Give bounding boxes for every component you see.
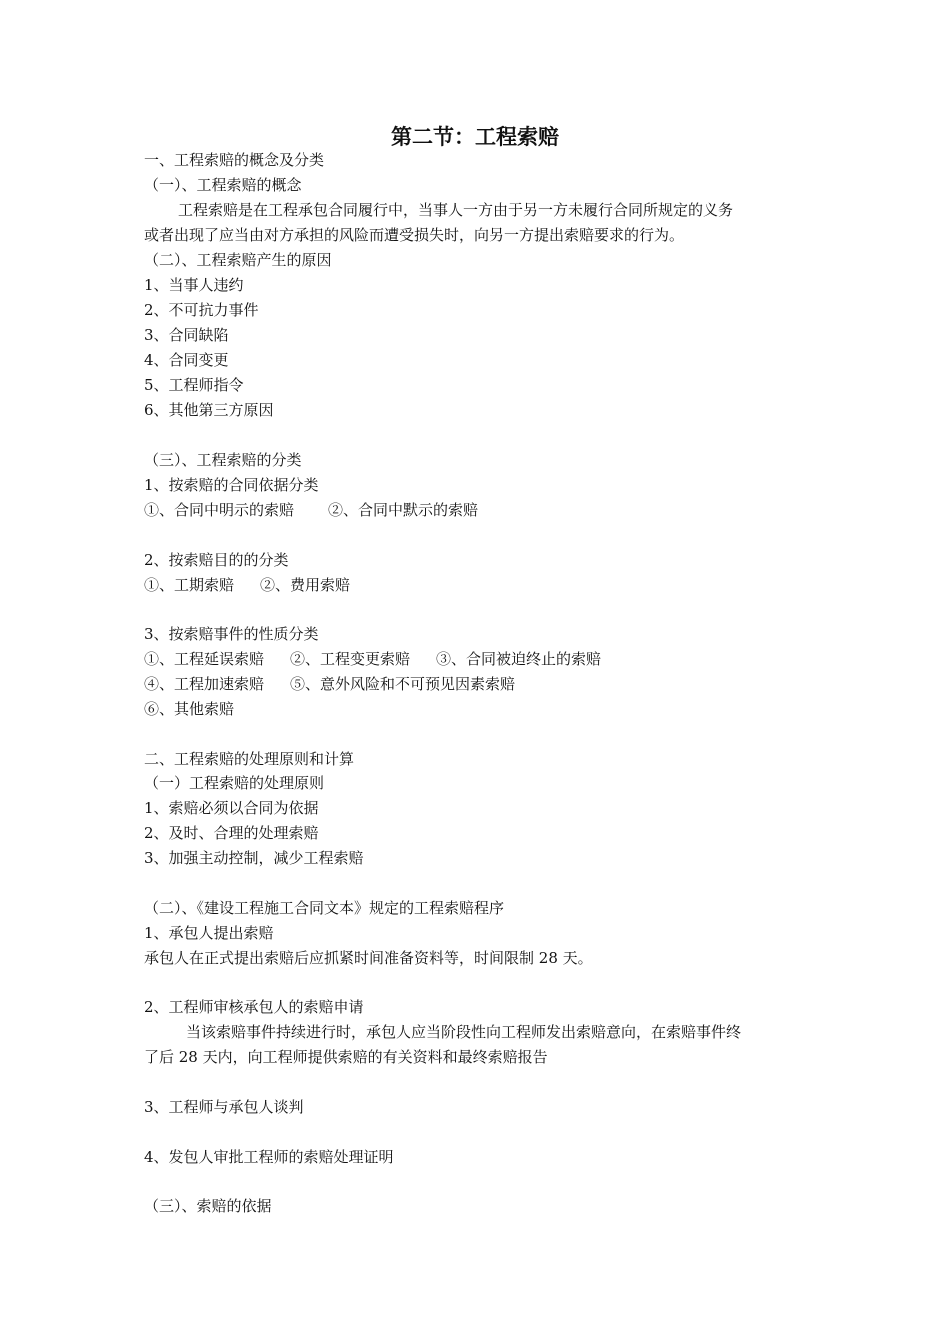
paragraph-line: 了后 28 天内，向工程师提供索赔的有关资料和最终索赔报告 xyxy=(144,1048,548,1066)
section-heading-2: 二、工程索赔的处理原则和计算 xyxy=(144,750,355,768)
list-item: 2、按索赔目的的分类 xyxy=(144,551,289,569)
list-item-row xyxy=(144,672,814,697)
list-item-row xyxy=(144,573,814,598)
list-item: 1、承包人提出索赔 xyxy=(144,924,274,942)
list-item: ①、工期索赔 xyxy=(144,576,235,594)
subsection-heading: （三）、索赔的依据 xyxy=(144,1197,272,1215)
list-item: 3、加强主动控制，减少工程索赔 xyxy=(144,849,364,867)
paragraph-line: 当该索赔事件持续进行时，承包人应当阶段性向工程师发出索赔意向，在索赔事件终 xyxy=(186,1023,742,1041)
list-item: 2、不可抗力事件 xyxy=(144,301,259,319)
list-item: 3、合同缺陷 xyxy=(144,326,229,344)
page-title: 第二节：工程索赔 xyxy=(391,124,559,149)
list-item: ④、工程加速索赔 xyxy=(144,675,265,693)
list-item: 3、按索赔事件的性质分类 xyxy=(144,625,319,643)
list-item: ①、工程延误索赔 xyxy=(144,650,265,668)
paragraph-line: 或者出现了应当由对方承担的风险而遭受损失时，向另一方提出索赔要求的行为。 xyxy=(144,226,685,244)
list-item: ③、合同被迫终止的索赔 xyxy=(436,650,602,668)
list-item: 6、其他第三方原因 xyxy=(144,401,274,419)
list-item-row xyxy=(144,647,814,672)
list-item: 1、按索赔的合同依据分类 xyxy=(144,476,319,494)
list-item: 1、索赔必须以合同为依据 xyxy=(144,799,319,817)
list-item: 1、当事人违约 xyxy=(144,276,244,294)
section-heading-1: 一、工程索赔的概念及分类 xyxy=(144,151,325,169)
list-item: ②、合同中默示的索赔 xyxy=(328,501,479,519)
list-item: 3、工程师与承包人谈判 xyxy=(144,1098,304,1116)
list-item: ⑥、其他索赔 xyxy=(144,700,235,718)
list-item: ①、合同中明示的索赔 xyxy=(144,501,295,519)
list-item: 2、及时、合理的处理索赔 xyxy=(144,824,319,842)
subsection-heading: （三）、工程索赔的分类 xyxy=(144,451,302,469)
subsection-heading: （二）、工程索赔产生的原因 xyxy=(144,251,332,269)
paragraph-line: 承包人在正式提出索赔后应抓紧时间准备资料等，时间限制 28 天。 xyxy=(144,949,593,967)
list-item: 2、工程师审核承包人的索赔申请 xyxy=(144,998,364,1016)
subsection-heading: （一）、工程索赔的概念 xyxy=(144,176,302,194)
list-item: 4、发包人审批工程师的索赔处理证明 xyxy=(144,1148,394,1166)
list-item: 5、工程师指令 xyxy=(144,376,244,394)
paragraph-line: 工程索赔是在工程承包合同履行中，当事人一方由于另一方未履行合同所规定的义务 xyxy=(178,201,734,219)
list-item: ②、工程变更索赔 xyxy=(290,650,411,668)
subsection-heading: （二）、《建设工程施工合同文本》规定的工程索赔程序 xyxy=(144,899,505,917)
subsection-heading: （一）工程索赔的处理原则 xyxy=(144,774,325,792)
list-item: ②、费用索赔 xyxy=(260,576,351,594)
list-item: 4、合同变更 xyxy=(144,351,229,369)
list-item-row xyxy=(144,498,814,523)
list-item: ⑤、意外风险和不可预见因素索赔 xyxy=(290,675,516,693)
